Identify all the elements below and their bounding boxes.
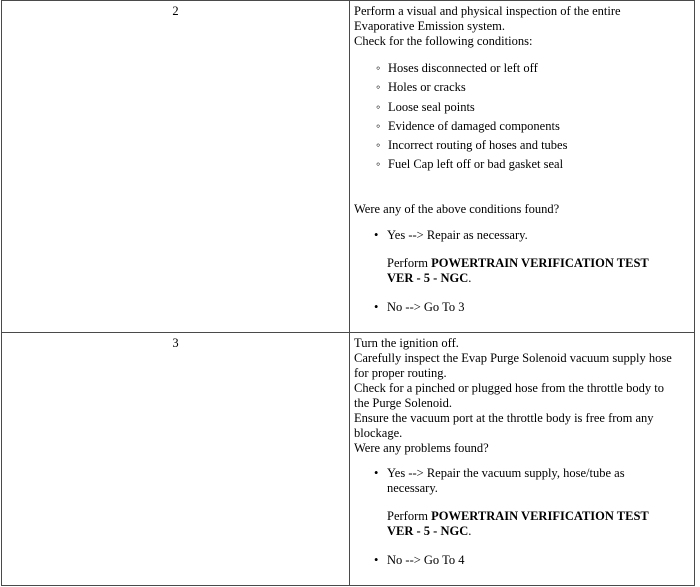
condition-item: ◦ Holes or cracks	[376, 78, 688, 97]
yes-answer	[374, 466, 688, 539]
instruction-line: the Purge Solenoid.	[354, 396, 453, 410]
instruction-line: blockage.	[354, 426, 403, 440]
perform-test-code: VER - 5 - NGC	[387, 524, 469, 538]
yes-label: • Yes --> Repair the vacuum supply, hose/tube as	[387, 466, 625, 480]
yes-label-continued: necessary.	[387, 481, 438, 495]
step-instructions-cell	[350, 1, 695, 333]
perform-instruction	[387, 256, 688, 286]
table-row	[2, 1, 695, 333]
question-text: Were any problems found?	[354, 441, 489, 455]
question-text: Were any of the above conditions found?	[354, 201, 560, 216]
answer-list	[354, 466, 688, 568]
instruction-line: Check for the following conditions:	[354, 34, 533, 48]
perform-prefix: Perform	[387, 509, 432, 523]
step-instructions-cell	[350, 333, 695, 586]
instruction-line: Carefully inspect the Evap Purge Solenoid vacuum supply hose	[354, 351, 672, 365]
instruction-line: Ensure the vacuum port at the throttle body is free from any	[354, 411, 654, 425]
condition-item: ◦ Evidence of damaged components	[376, 117, 688, 136]
no-answer: • No --> Go To 4	[374, 553, 688, 568]
perform-test-code: VER - 5 - NGC	[387, 270, 469, 285]
instruction-line: Check for a pinched or plugged hose from the throttle body to	[354, 381, 664, 395]
diagnostic-table	[1, 0, 695, 586]
condition-item: ◦ Hoses disconnected or left off	[376, 59, 688, 78]
instruction-line: Evaporative Emission system.	[354, 19, 506, 33]
perform-suffix: .	[468, 270, 472, 285]
condition-item: ◦ Incorrect routing of hoses and tubes	[376, 136, 688, 155]
condition-item: ◦ Fuel Cap left off or bad gasket seal	[376, 155, 688, 174]
perform-instruction	[387, 509, 688, 539]
perform-test-name: POWERTRAIN VERIFICATION TEST	[431, 255, 649, 270]
no-answer: • No --> Go To 3	[374, 300, 688, 315]
instruction-line: Perform a visual and physical inspection of the entire	[354, 4, 621, 18]
perform-prefix: Perform	[387, 255, 432, 270]
step-number: 2	[172, 4, 179, 18]
table-row	[2, 333, 695, 586]
perform-suffix: .	[468, 524, 472, 538]
instruction-line: Turn the ignition off.	[354, 336, 459, 350]
perform-test-name: POWERTRAIN VERIFICATION TEST	[431, 509, 649, 523]
step-number: 3	[172, 336, 179, 350]
condition-list	[354, 59, 688, 175]
condition-item: ◦ Loose seal points	[376, 98, 688, 117]
instruction-line: for proper routing.	[354, 366, 447, 380]
step-number-cell	[2, 333, 350, 586]
yes-label: • Yes --> Repair as necessary.	[387, 227, 528, 242]
answer-list	[354, 228, 688, 315]
yes-answer	[374, 228, 688, 286]
step-number-cell	[2, 1, 350, 333]
